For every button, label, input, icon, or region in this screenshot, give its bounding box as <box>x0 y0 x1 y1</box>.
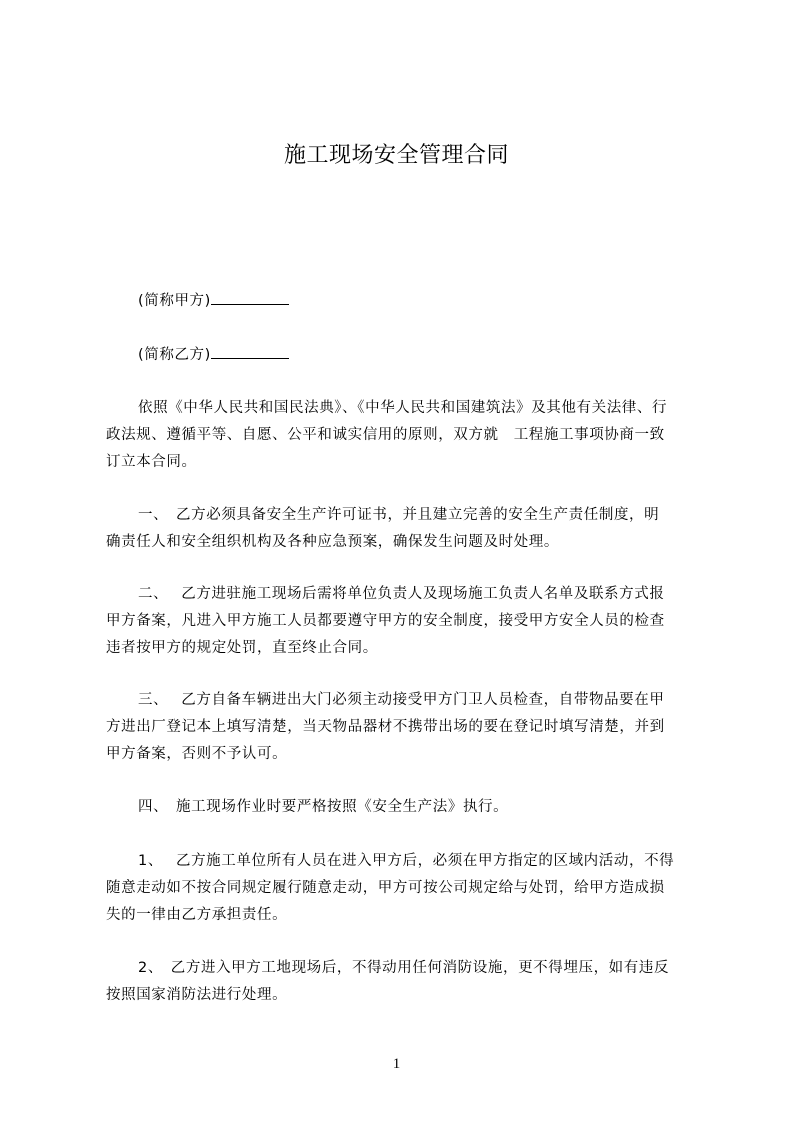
item-2-line: 按照国家消防法进行处理。 <box>106 987 288 1003</box>
clause-2-line: 二、 乙方进驻施工现场后需将单位负责人及现场施工负责人名单及联系方式报 <box>138 586 665 602</box>
clause-3-line: 甲方备案，否则不予认可。 <box>106 746 288 762</box>
clause-3-line: 三、 乙方自备车辆进出大门必须主动接受甲方门卫人员检查，自带物品要在甲 <box>138 692 665 708</box>
clause-3-line: 方进出厂登记本上填写清楚，当天物品器材不携带出场的要在登记时填写清楚，并到 <box>106 719 665 735</box>
party-b-label: (简称乙方) <box>138 347 211 363</box>
party-a-blank <box>211 290 289 305</box>
item-2-line: 2、 乙方进入甲方工地现场后，不得动用任何消防设施，更不得埋压，如有违反 <box>138 960 670 976</box>
clause-2-line: 违者按甲方的规定处罚，直至终止合同。 <box>106 640 378 656</box>
intro-line: 政法规、遵循平等、自愿、公平和诚实信用的原则，双方就 工程施工事项协商一致 <box>106 427 665 443</box>
intro-line: 订立本合同。 <box>106 454 197 470</box>
page-number: 1 <box>392 1056 401 1072</box>
clause-4-line: 四、 施工现场作业时要严格按照《安全生产法》执行。 <box>138 799 509 815</box>
party-b-blank <box>211 344 289 359</box>
intro-line: 依照《中华人民共和国民法典》、《中华人民共和国建筑法》及其他有关法律、行 <box>138 400 668 416</box>
clause-1-line: 确责任人和安全组织机构及各种应急预案，确保发生问题及时处理。 <box>106 534 559 550</box>
item-1-line: 随意走动如不按合同规定履行随意走动，甲方可按公司规定给与处罚，给甲方造成损 <box>106 880 665 896</box>
contract-title: 施工现场安全管理合同 <box>283 143 509 168</box>
party-b-line <box>138 344 289 365</box>
item-1-line: 1、 乙方施工单位所有人员在进入甲方后，必须在甲方指定的区域内活动，不得 <box>138 853 675 869</box>
party-a-label: (简称甲方) <box>138 293 211 309</box>
clause-1-line: 一、 乙方必须具备安全生产许可证书，并且建立完善的安全生产责任制度，明 <box>138 507 660 523</box>
item-1-line: 失的一律由乙方承担责任。 <box>106 907 288 923</box>
party-a-line <box>138 290 289 311</box>
clause-2-line: 甲方备案，凡进入甲方施工人员都要遵守甲方的安全制度，接受甲方安全人员的检查 <box>106 613 665 629</box>
